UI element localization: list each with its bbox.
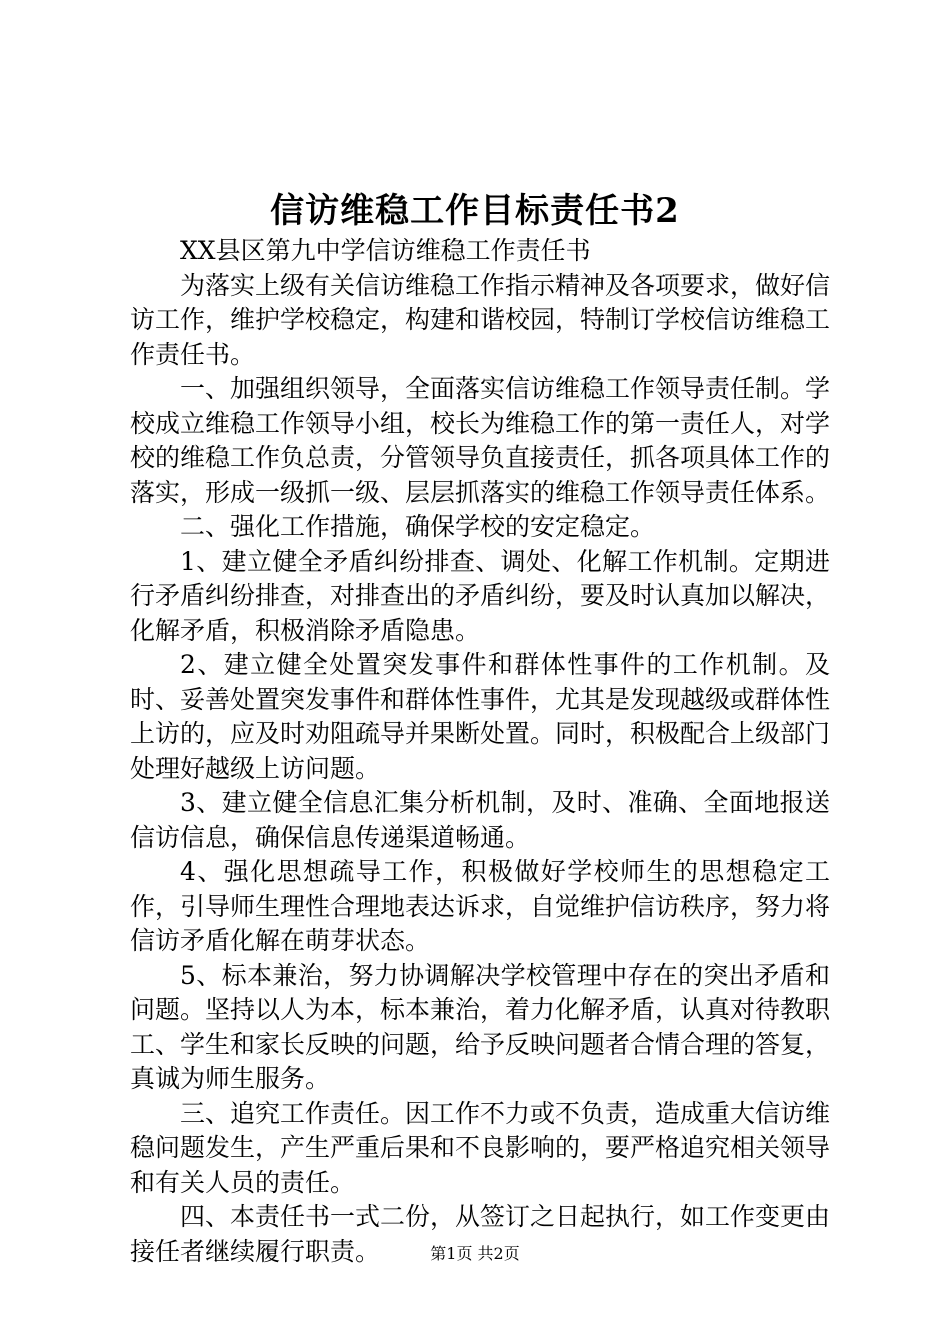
paragraph-section-3: 三、追究工作责任。因工作不力或不负责，造成重大信访维稳问题发生，产生严重后果和不良影响的，要严格追究相关领导和有关人员的责任。 (130, 1098, 831, 1197)
paragraph-section-4: 四、本责任书一式二份，从签订之日起执行，如工作变更由接任者继续履行职责。 (130, 1202, 831, 1266)
paragraph-section-2: 二、强化工作措施，确保学校的安定稳定。 (180, 512, 656, 541)
paragraph-item-1: 1、建立健全矛盾纠纷排查、调处、化解工作机制。定期进行矛盾纠纷排查，对排查出的矛盾纠纷，要及时认真加以解决，化解矛盾，积极消除矛盾隐患。 (130, 546, 831, 645)
paragraph-item-2: 2、建立健全处置突发事件和群体性事件的工作机制。及时、妥善处置突发事件和群体性事件，尤其是发现越级或群体性上访的，应及时劝阻疏导并果断处置。同时，积极配合上级部门处理好越级上访问题。 (130, 650, 831, 783)
paragraph-intro: 为落实上级有关信访维稳工作指示精神及各项要求，做好信访工作，维护学校稳定，构建和谐校园，特制订学校信访维稳工作责任书。 (130, 270, 831, 369)
paragraph-heading: XX县区第九中学信访维稳工作责任书 (180, 236, 591, 265)
paragraph-item-4: 4、强化思想疏导工作，积极做好学校师生的思想稳定工作，引导师生理性合理地表达诉求，自觉维护信访秩序，努力将信访矛盾化解在萌芽状态。 (130, 857, 831, 955)
document-title: 信访维稳工作目标责任书2 (270, 191, 680, 231)
document-body (130, 234, 830, 1269)
paragraph-section-1: 一、加强组织领导，全面落实信访维稳工作领导责任制。学校成立维稳工作领导小组，校长为维稳工作的第一责任人，对学校的维稳工作负总责，分管领导负直接责任，抓各项具体工作的落实，形成一级抓一级、层层抓落实的维稳工作领导责任体系。 (130, 374, 831, 507)
paragraph-item-3: 3、建立健全信息汇集分析机制，及时、准确、全面地报送信访信息，确保信息传递渠道畅通。 (130, 788, 830, 852)
page-footer: 第1页 共2页 (430, 1244, 520, 1263)
paragraph-item-5: 5、标本兼治，努力协调解决学校管理中存在的突出矛盾和问题。坚持以人为本，标本兼治，着力化解矛盾，认真对待教职工、学生和家长反映的问题，给予反映问题者合情合理的答复，真诚为师生服务。 (130, 960, 831, 1093)
